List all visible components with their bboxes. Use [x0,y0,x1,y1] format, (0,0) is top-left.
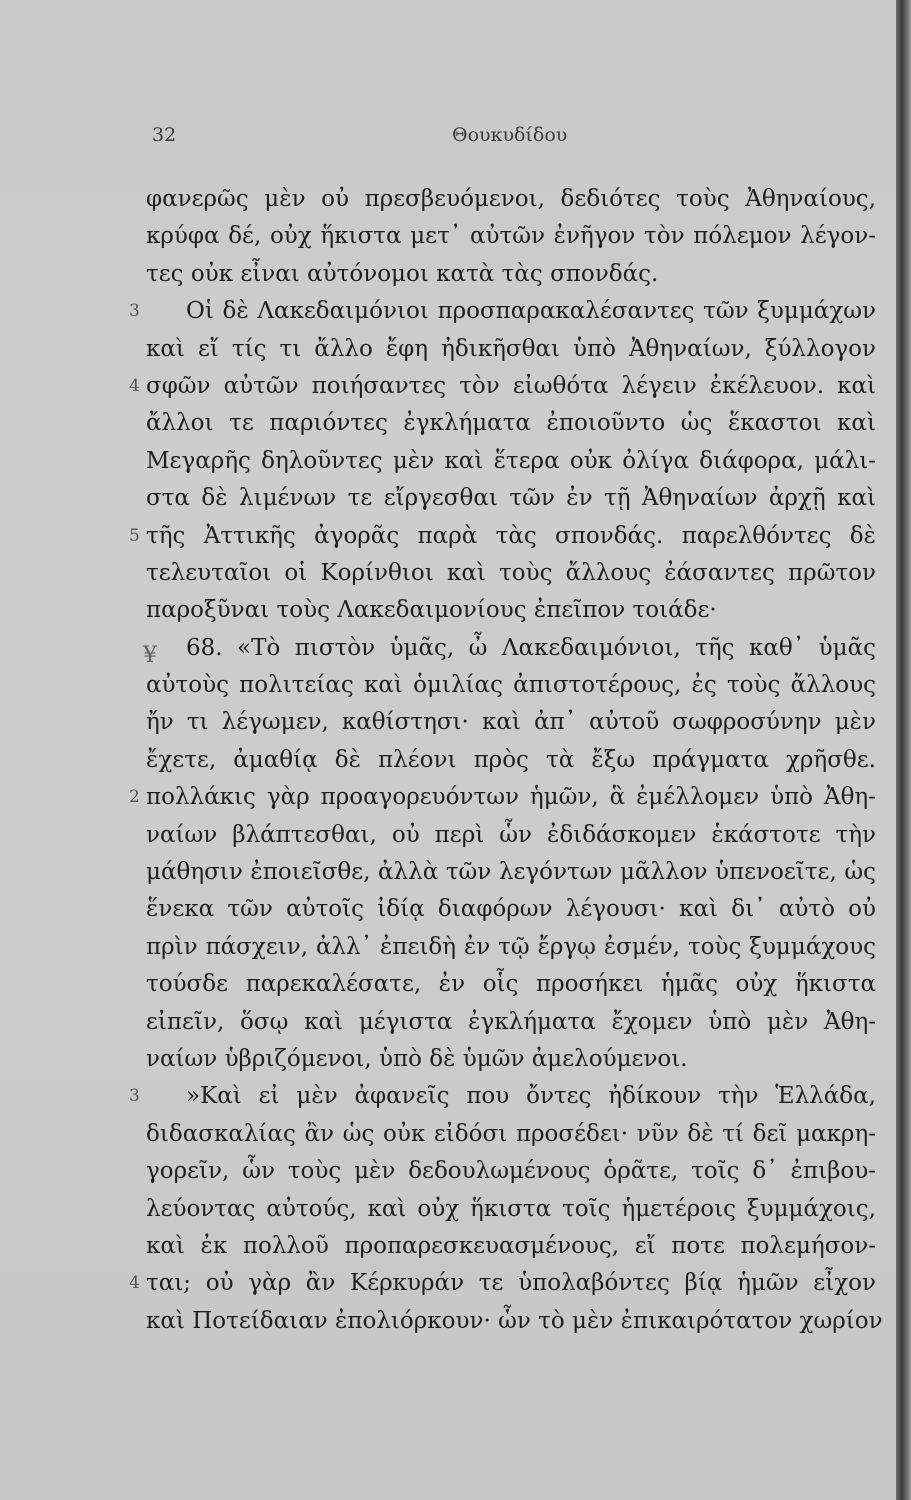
marginal-section-number: 4 [129,375,140,396]
line-text: ναίων ὑβριζόμενοι, ὑπὸ δὲ ὑμῶν ἀμελούμενοι. [146,1045,688,1072]
text-line [146,1153,876,1190]
text-line [146,817,876,854]
line-text: γορεῖν, ὧν τοὺς μὲν δεδουλωμένους ὁρᾶτε, τοῖς δ᾽ ἐπιβου- [146,1158,876,1185]
line-text: ἤν τι λέγωμεν, καθίστησι· καὶ ἀπ᾽ αὐτοῦ σωφροσύνην μὲν [146,709,876,736]
line-text: σφῶν αὐτῶν ποιήσαντες τὸν εἰωθότα λέγειν ἐκέλευον. καὶ [146,372,876,399]
line-text: Μεγαρῆς δηλοῦντες μὲν καὶ ἕτερα οὐκ ὀλίγα διάφορα, μάλι- [146,447,876,474]
text-line [129,293,876,330]
text-line [146,742,876,779]
marginal-section-number: 5 [129,525,140,546]
text-line [129,518,876,555]
line-text: κρύφα δέ, οὐχ ἥκιστα μετ᾽ αὐτῶν ἐνῆγον τὸν πόλεμον λέγον- [146,223,876,250]
line-text: πρὶν πάσχειν, ἀλλ᾽ ἐπειδὴ ἐν τῷ ἔργῳ ἐσμέν, τοὺς ξυμμάχους [146,933,876,960]
line-text: τῆς Ἀττικῆς ἀγορᾶς παρὰ τὰς σπονδάς. παρελθόντες δὲ [146,522,876,549]
line-text: καὶ ἐκ πολλοῦ προπαρεσκευασμένους, εἴ ποτε πολεμήσον- [146,1232,876,1259]
line-text: ἔχετε, ἀμαθίᾳ δὲ πλέονι πρὸς τὰ ἔξω πράγματα χρῆσθε. [146,746,876,773]
text-line [146,854,876,891]
text-line [146,667,876,704]
line-text: φανερῶς μὲν οὐ πρεσβευόμενοι, δεδιότες τοὺς Ἀθηναίους, [146,186,876,212]
page-number: 32 [152,124,177,146]
text-line [146,891,876,928]
line-text: τούσδε παρεκαλέσατε, ἐν οἷς προσήκει ἡμᾶς οὐχ ἥκιστα [146,971,876,998]
marginal-section-number: 3 [129,301,140,322]
running-title: Θουκυδίδου [452,124,568,146]
line-text: ἕνεκα τῶν αὐτοῖς ἰδίᾳ διαφόρων λέγουσι· καὶ δι᾽ αὐτὸ οὐ [146,896,876,923]
text-line [146,630,876,667]
line-text: 68. «Τὸ πιστὸν ὑμᾶς, ὦ Λακεδαιμόνιοι, τῆς καθ᾽ ὑμᾶς [186,634,876,661]
text-line [146,1041,876,1078]
line-text: μάθησιν ἐποιεῖσθε, ἀλλὰ τῶν λεγόντων μᾶλλον ὑπενοεῖτε, ὡς [146,859,876,886]
line-text: εἰπεῖν, ὅσῳ καὶ μέγιστα ἐγκλήματα ἔχομεν ὑπὸ μὲν Ἀθη- [146,1008,876,1035]
marginal-section-number: 3 [129,1086,140,1107]
text-line [129,1265,876,1302]
text-line [146,1191,876,1228]
text-line [129,1078,876,1115]
line-text: ται; οὐ γὰρ ἂν Κέρκυράν τε ὑπολαβόντες βίᾳ ἡμῶν εἶχον [146,1270,876,1297]
body-text [129,181,883,1340]
text-line [129,779,876,816]
line-text: παροξῦναι τοὺς Λακεδαιμονίους ἐπεῖπον τοιάδε· [146,597,717,624]
page-header [0,124,900,154]
text-line [146,1004,876,1041]
text-line [129,368,876,405]
line-text: λεύοντας αὐτούς, καὶ οὐχ ἥκιστα τοῖς ἡμετέροις ξυμμάχοις, [146,1195,876,1222]
line-text: διδασκαλίας ἂν ὡς οὐκ εἰδόσι προσέδει· νῦν δὲ τί δεῖ μακρη- [146,1120,876,1147]
text-line [146,443,876,480]
text-line [146,218,876,255]
text-line [146,181,876,218]
line-text: στα δὲ λιμένων τε εἴργεσθαι τῶν ἐν τῇ Ἀθηναίων ἀρχῇ καὶ [146,485,876,512]
marginal-section-number: 2 [129,787,140,808]
line-text: »Καὶ εἰ μὲν ἀφανεῖς που ὄντες ἠδίκουν τὴν Ἑλλάδα, [186,1083,876,1110]
text-line [146,555,876,592]
line-text: καὶ εἴ τίς τι ἄλλο ἔφη ἠδικῆσθαι ὑπὸ Ἀθηναίων, ξύλλογον [146,335,876,362]
line-text: Οἱ δὲ Λακεδαιμόνιοι προσπαρακαλέσαντες τῶν ξυμμάχων [186,298,876,325]
line-text: τελευταῖοι οἱ Κορίνθιοι καὶ τοὺς ἄλλους ἐάσαντες πρῶτον [146,559,876,586]
line-text: ἄλλοι τε παριόντες ἐγκλήματα ἐποιοῦντο ὡς ἕκαστοι καὶ [146,410,876,437]
marginal-section-number: 4 [129,1273,140,1294]
text-line [146,1228,876,1265]
text-line [146,1303,883,1340]
text-line [146,405,876,442]
text-line [146,592,876,629]
line-text: πολλάκις γὰρ προαγορευόντων ἡμῶν, ἃ ἐμέλλομεν ὑπὸ Ἀθη- [146,784,876,811]
text-line [146,331,876,368]
text-line [146,929,876,966]
line-text: τες οὐκ εἶναι αὐτόνομοι κατὰ τὰς σπονδάς. [146,260,659,287]
text-line [146,256,876,293]
text-line [146,1116,876,1153]
text-line [146,966,876,1003]
line-text: ναίων βλάπτεσθαι, οὐ περὶ ὧν ἐδιδάσκομεν ἑκάστοτε τὴν [146,821,876,848]
line-text: καὶ Ποτείδαιαν ἐπολιόρκουν· ὧν τὸ μὲν ἐπικαιρότατον χωρίον [146,1307,883,1334]
line-text: αὐτοὺς πολιτείας καὶ ὁμιλίας ἀπιστοτέρους, ἐς τοὺς ἄλλους [146,672,876,699]
page-edge [896,0,911,1500]
text-line [146,480,876,517]
text-line [146,704,876,741]
pencil-mark: ¥ [143,643,157,668]
